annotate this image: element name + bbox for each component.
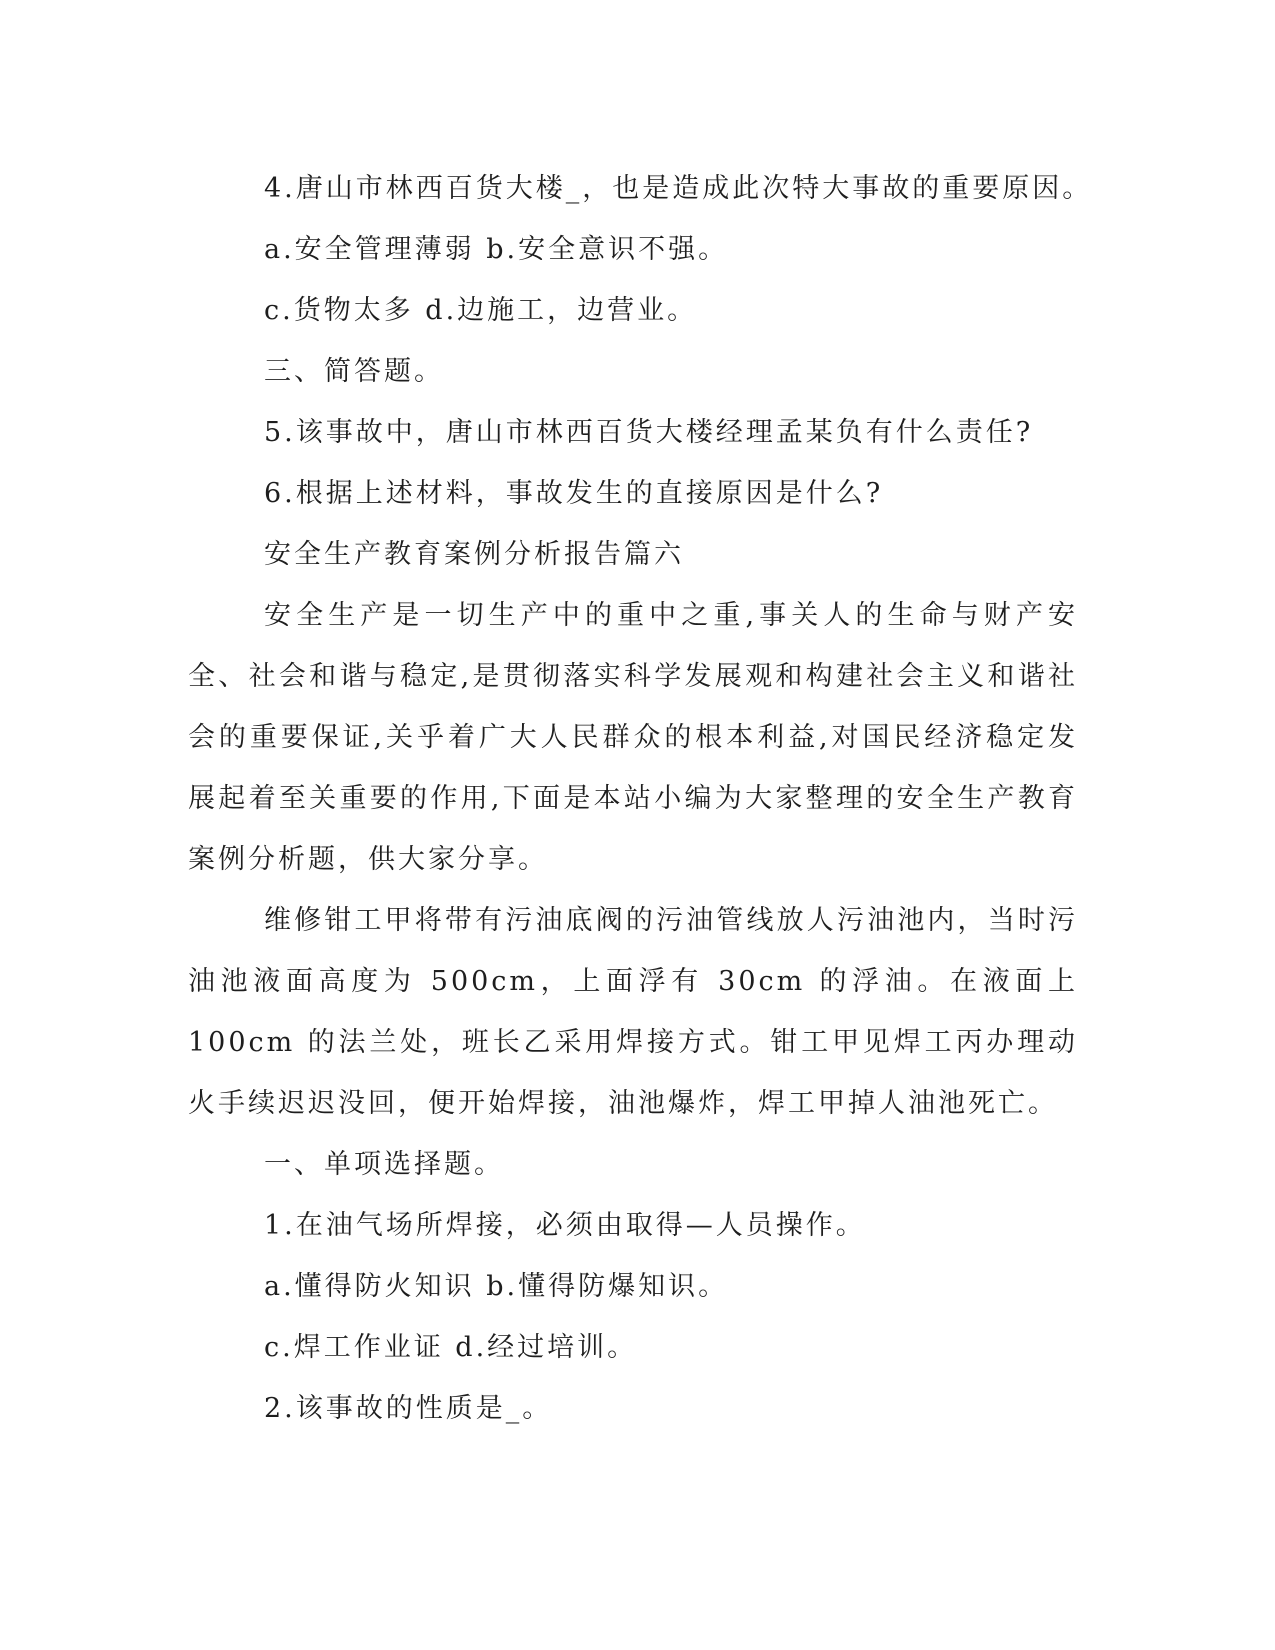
question-4-options-ab: a.安全管理薄弱 b.安全意识不强。 — [264, 234, 729, 265]
question-1-options-ab: a.懂得防火知识 b.懂得防爆知识。 — [264, 1271, 729, 1302]
section-heading-single-choice: 一、单项选择题。 — [264, 1149, 504, 1180]
question-1: 1.在油气场所焊接，必须由取得—人员操作。 — [264, 1210, 866, 1241]
document-body — [188, 158, 1093, 1439]
question-1-options-cd: c.焊工作业证 d.经过培训。 — [264, 1332, 638, 1363]
question-4-options-cd: c.货物太多 d.边施工，边营业。 — [264, 295, 698, 326]
intro-paragraph: 安全生产是一切生产中的重中之重,事关人的生命与财产安全、社会和谐与稳定,是贯彻落实科学发展观和构建社会主义和谐社会的重要保证,关乎着广大人民群众的根本利益,对国民经济稳定发展起着至关重要的作用,下面是本站小编为大家整理的安全生产教育案例分析题，供大家分享。 — [188, 600, 1078, 875]
question-5: 5.该事故中，唐山市林西百货大楼经理孟某负有什么责任? — [264, 417, 1034, 448]
case-paragraph: 维修钳工甲将带有污油底阀的污油管线放人污油池内，当时污油池液面高度为 500cm，上面浮有 30cm 的浮油。在液面上 100cm 的法兰处，班长乙采用焊接方式。钳工甲见焊工丙办理动火手续迟迟没回，便开始焊接，油池爆炸，焊工甲掉人油池死亡。 — [188, 905, 1078, 1119]
question-4: 4.唐山市林西百货大楼_，也是造成此次特大事故的重要原因。 — [264, 173, 1093, 204]
section-heading-short-answer: 三、简答题。 — [264, 356, 444, 387]
question-2: 2.该事故的性质是_。 — [264, 1393, 553, 1424]
question-6: 6.根据上述材料，事故发生的直接原因是什么? — [264, 478, 884, 509]
article-title: 安全生产教育案例分析报告篇六 — [264, 539, 684, 570]
